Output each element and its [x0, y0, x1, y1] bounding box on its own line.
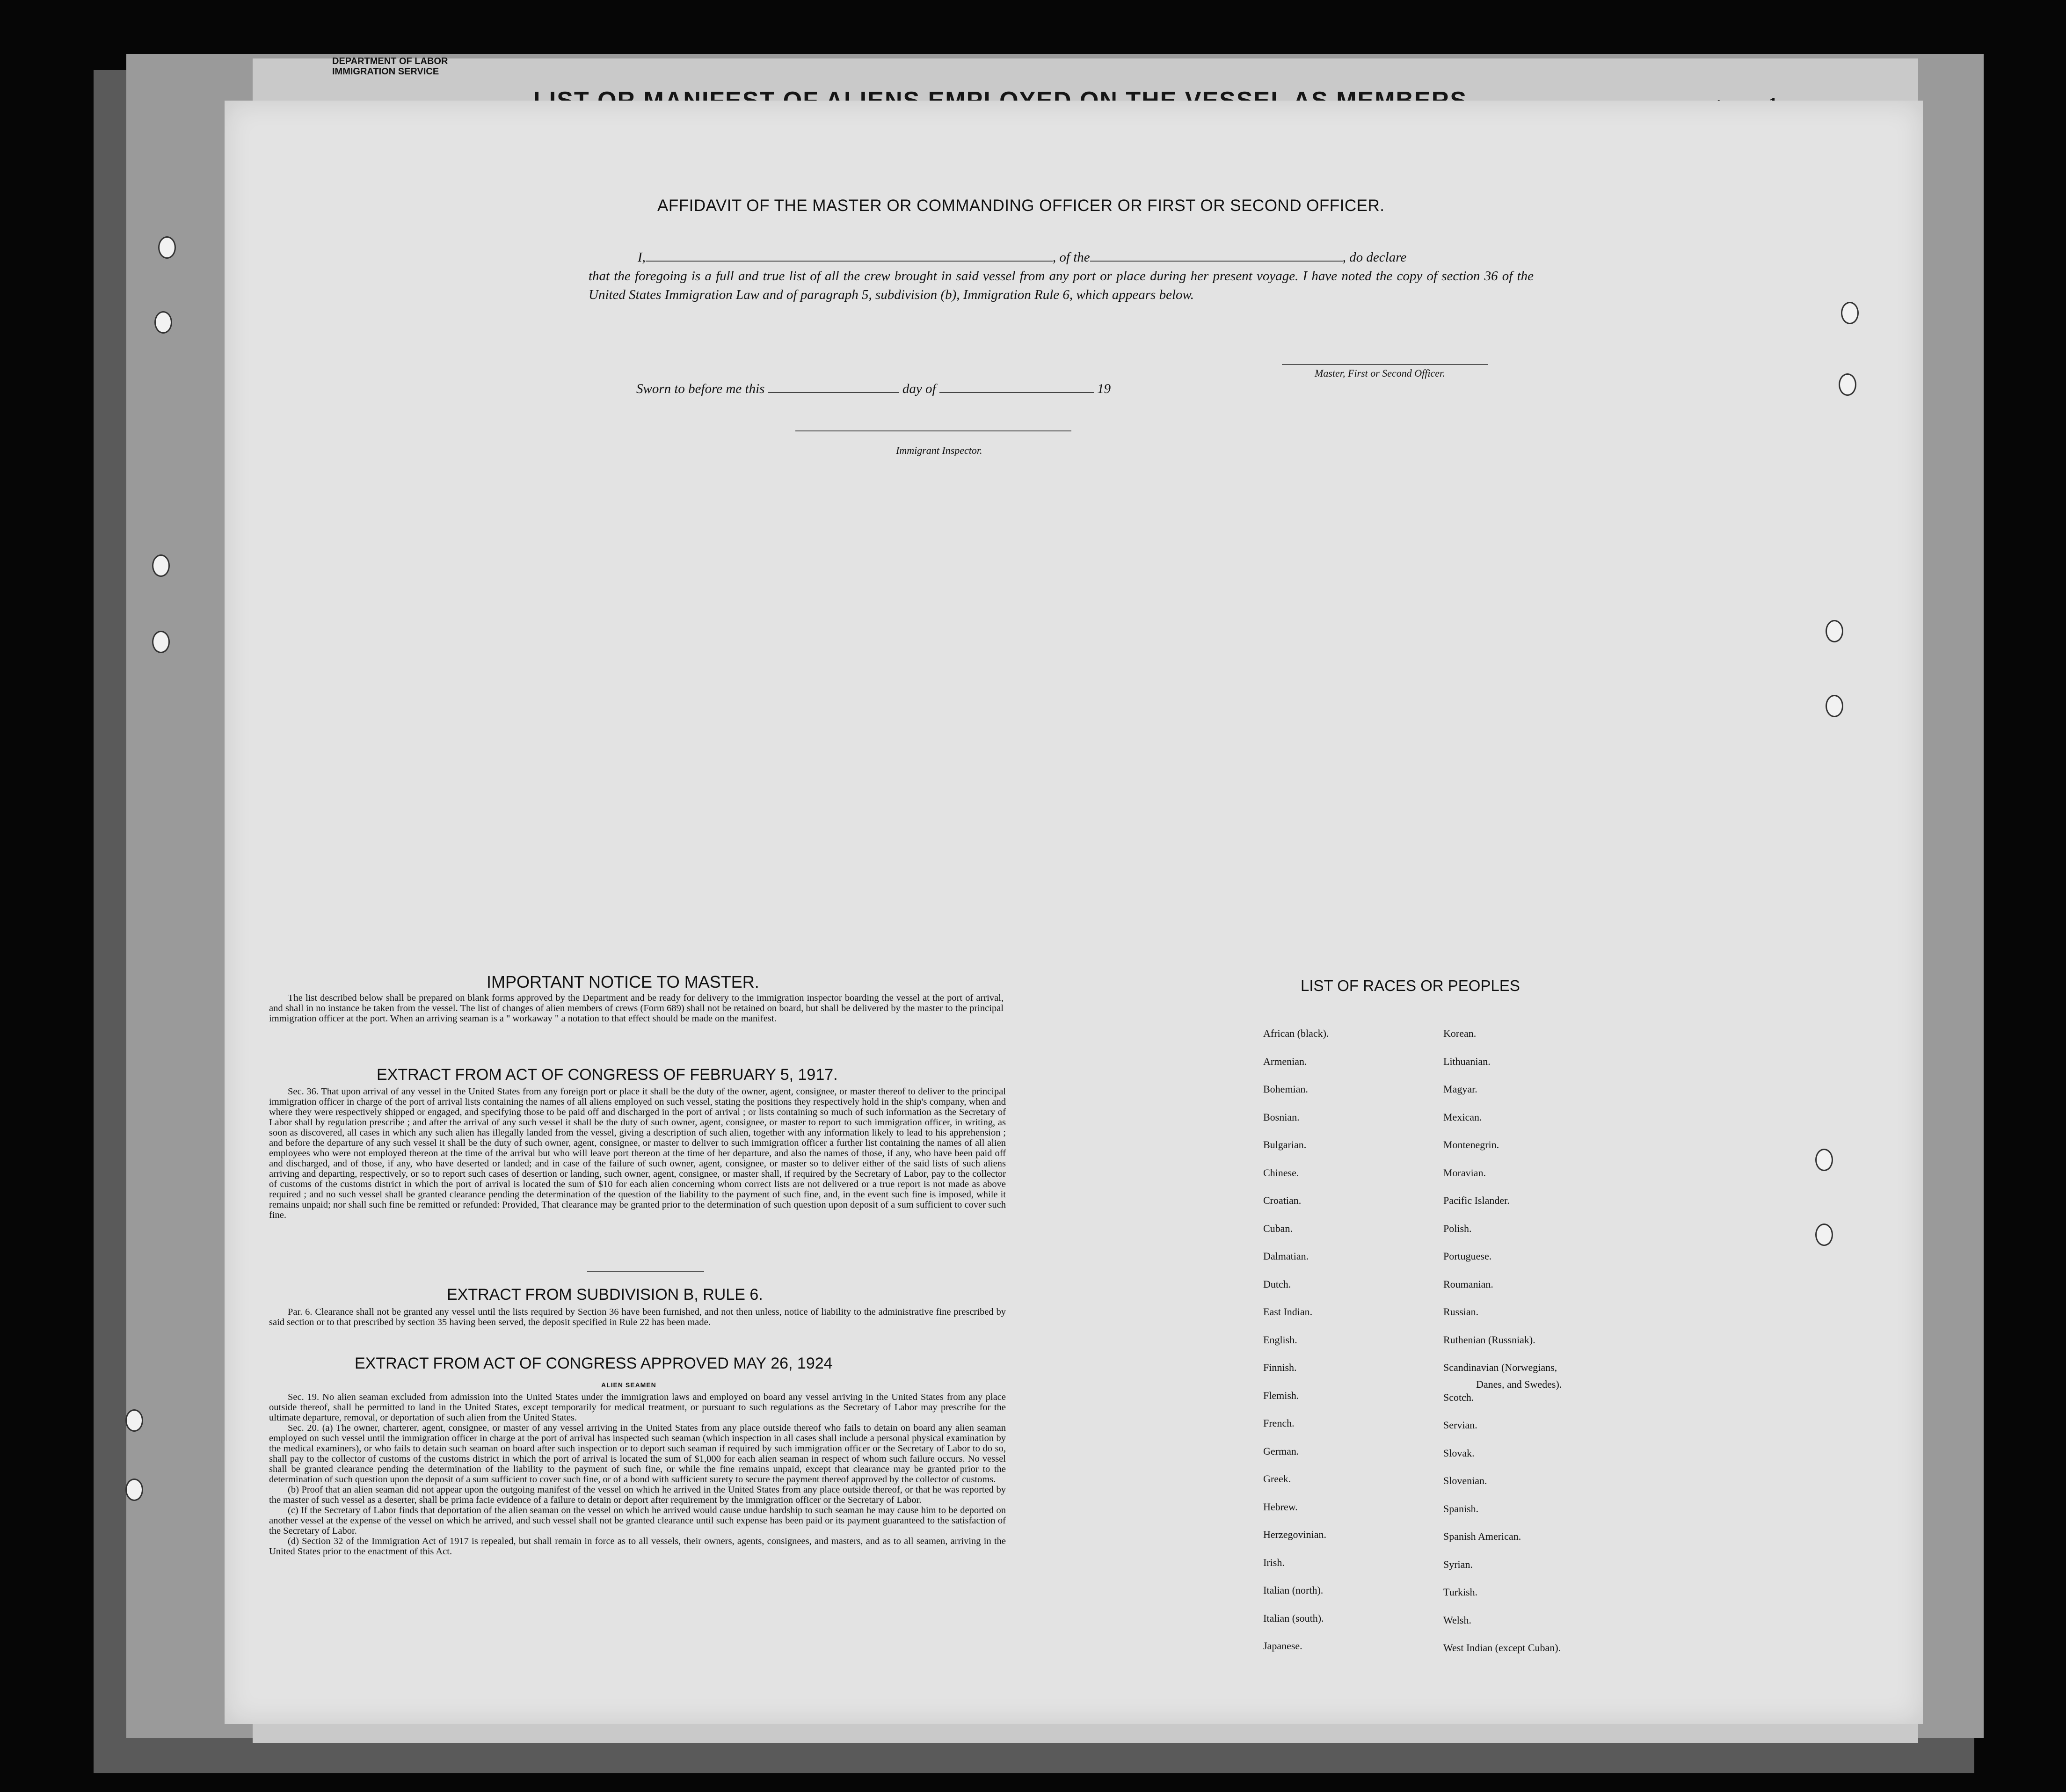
binder-hole-icon [1839, 373, 1856, 396]
notice-body: The list described below shall be prepared on blank forms approved by the Department and be ready for delivery to the immigration inspector boarding the vessel at the port of arrival, and shall in no instance be taken from the vessel. The list of changes of alien members of crews (Form 689) shall not be retained on board, but shall be delivered by the master to the principal immigration officer at the port. When an arriving seaman is a " workaway " a notation to that effect should be made on the manifest. [269, 993, 1004, 1024]
race-item: Scandinavian (Norwegians, [1443, 1362, 1557, 1373]
extract-1917-text [269, 1086, 1006, 1220]
section-20a-text: Sec. 20. (a) The owner, charterer, agent, consignee, or master of any vessel arriving in the United States from any place outside thereof who fails to detain on board any alien seaman employed on such vessel until the immigration officer in charge at the port of arrival has inspected such seaman (which inspection in all cases shall include a personal physical examination by the medical examiners), or who fails to detain such seaman on board after such inspection or to deport such seaman if required by such immigration officer or the Secretary of Labor to do so, shall pay to the collector of customs of the customs district in which the port of arrival is located the sum of $1,000 for each alien seaman in respect of whom such failure occurs. No vessel shall be granted clearance pending the determination of the liability to the payment of such fine, or while the fine remains unpaid, except that clearance may be granted prior to the determination of such question upon the deposit of a sum sufficient to cover such fine, or of a bond with sufficient surety to secure the payment thereof approved by the collector of customs. [269, 1423, 1006, 1485]
race-item: Magyar. [1443, 1083, 1477, 1095]
extract-1917-title: EXTRACT FROM ACT OF CONGRESS OF FEBRUARY 5, 1917. [377, 1066, 838, 1084]
race-item: Flemish. [1263, 1390, 1299, 1401]
binder-hole-icon [154, 311, 172, 334]
race-item: Polish. [1443, 1223, 1472, 1234]
race-item: Roumanian. [1443, 1278, 1493, 1290]
section-20b-text: (b) Proof that an alien seaman did not appear upon the outgoing manifest of the vessel on which he arrived in the United States from any place outside thereof, or that he was reported by the master of such vessel as a deserter, shall be prima facie evidence of a failure to detain or deport after requirement by the immigration officer or the Secretary of Labor. [269, 1485, 1006, 1505]
race-item: Welsh. [1443, 1614, 1471, 1626]
notice-block [269, 993, 1004, 1024]
binder-hole-icon [1815, 1149, 1833, 1171]
race-item: Spanish American. [1443, 1530, 1521, 1542]
vessel-name-field[interactable] [1090, 261, 1343, 262]
sworn-month-field[interactable] [939, 392, 1094, 393]
year-prefix: 19 [1097, 381, 1111, 396]
extract-1924-block [269, 1392, 1006, 1557]
race-item: Herzegovinian. [1263, 1529, 1326, 1540]
extract-1924-title: EXTRACT FROM ACT OF CONGRESS APPROVED MAY 26, 1924 [355, 1355, 833, 1372]
inspector-signature-line[interactable] [795, 430, 1071, 431]
binder-hole-icon [1826, 695, 1843, 717]
race-item: Syrian. [1443, 1559, 1473, 1570]
race-item: Mexican. [1443, 1111, 1482, 1123]
extract-1924-para [269, 1505, 1006, 1536]
service-name: IMMIGRATION SERVICE [332, 66, 439, 77]
race-item: Bulgarian. [1263, 1139, 1307, 1151]
race-item: Dalmatian. [1263, 1250, 1309, 1262]
race-item: Spanish. [1443, 1503, 1479, 1515]
extract-1924-para [269, 1485, 1006, 1505]
race-item: Servian. [1443, 1419, 1477, 1431]
race-item: Slovenian. [1443, 1475, 1487, 1486]
race-item: Danes, and Swedes). [1476, 1378, 1562, 1390]
binder-hole-icon [152, 554, 170, 577]
extract-rule6-title: EXTRACT FROM SUBDIVISION B, RULE 6. [447, 1286, 763, 1304]
declarant-prefix: I, [638, 250, 646, 265]
race-item: West Indian (except Cuban). [1443, 1642, 1561, 1654]
extract-1917-block [269, 1086, 1006, 1220]
department-stamp [332, 56, 448, 77]
department-name: DEPARTMENT OF LABOR [332, 56, 448, 66]
notice-title: IMPORTANT NOTICE TO MASTER. [487, 972, 759, 991]
declaration-text: that the foregoing is a full and true list of all the crew brought in said vessel from any port or place during her present voyage. I have noted the copy of section 36 of the United States Immigration Law and of paragraph 5, subdivision (b), Immigration Rule 6, which appears below. [589, 269, 1534, 302]
extract-1924-para [269, 1392, 1006, 1423]
race-item: African (black). [1263, 1027, 1329, 1039]
do-declare-label: , do declare [1342, 250, 1407, 265]
race-item: Finnish. [1263, 1362, 1297, 1373]
day-of-label: day of [902, 381, 936, 396]
master-signature-label: Master, First or Second Officer. [1315, 367, 1445, 379]
binder-hole-icon [1841, 302, 1859, 324]
binder-hole-icon [152, 631, 170, 653]
notice-text [269, 993, 1004, 1024]
sworn-label: Sworn to before me this [636, 381, 765, 396]
of-the-label: , of the [1052, 250, 1090, 265]
race-item: Russian. [1443, 1306, 1479, 1318]
race-item: Armenian. [1263, 1056, 1307, 1067]
divider [587, 1271, 704, 1272]
race-item: Korean. [1443, 1027, 1477, 1039]
signature-line[interactable] [1282, 364, 1488, 365]
binder-hole-icon [1815, 1224, 1833, 1246]
race-item: Bohemian. [1263, 1083, 1308, 1095]
race-item: Montenegrin. [1443, 1139, 1499, 1151]
affidavit-title: AFFIDAVIT OF THE MASTER OR COMMANDING OFFICER OR FIRST OR SECOND OFFICER. [657, 197, 1385, 215]
race-item: Ruthenian (Russniak). [1443, 1334, 1535, 1346]
race-item: Chinese. [1263, 1167, 1299, 1179]
extract-1917-body: Sec. 36. That upon arrival of any vessel in the United States from any foreign port or place it shall be the duty of the owner, agent, consignee, or master thereof to deliver to the principal immigration officer in charge of the port of arrival lists containing the names of all aliens employed on such vessel, stating the positions they respectively hold in the ship's company, when and where they were respectively shipped or engaged, and specifying those to be paid off and discharged in the port of arrival ; or lists containing so much of such information as the Secretary of Labor shall by regulation prescribe ; and after the arrival of any such vessel it shall be the duty of such owner, agent, consignee, or master to report to such immigration officer, in writing, as soon as discovered, all cases in which any such alien has illegally landed from the vessel, giving a description of such alien, together with any information likely to lead to his apprehension ; and before the departure of any such vessel it shall be the duty of such owner, agent, consignee, or master to deliver to such immigration officer a further list containing the names of all alien employees who were not employed thereon at the time of the arrival but who will leave port thereon at the time of her departure, and also the names of those, if any, who have been paid off and discharged, and of those, if any, who have deserted or landed; and in case of the failure of such owner, agent, consignee, or master so to deliver either of the said lists of such aliens arriving and departing, respectively, or so to report such cases of desertion or landing, such owner, agent, consignee, or master shall, if required by the Secretary of Labor, pay to the collector of customs of the customs district in which the port of arrival is located the sum of $10 for each alien concerning whom correct lists are not delivered or a true report is not made as above required ; and no such vessel shall be granted clearance pending the determination of the question of the liability to the payment of such fine, and, in the event such fine is imposed, while it remains unpaid; nor shall such fine be remitted or refunded: Provided, That clearance may be granted prior to the determination of such question upon deposit of a sum sufficient to cover such fine. [269, 1086, 1006, 1220]
race-item: Dutch. [1263, 1278, 1291, 1290]
race-item: Portuguese. [1443, 1250, 1492, 1262]
race-item: Irish. [1263, 1557, 1285, 1568]
extract-1924-subtitle: ALIEN SEAMEN [601, 1381, 656, 1389]
binder-hole-icon [125, 1479, 143, 1501]
race-item: Japanese. [1263, 1640, 1302, 1652]
races-title: LIST OF RACES OR PEOPLES [1301, 977, 1520, 994]
race-item: German. [1263, 1445, 1299, 1457]
race-item: Bosnian. [1263, 1111, 1300, 1123]
race-item: Croatian. [1263, 1195, 1302, 1206]
race-item: Greek. [1263, 1473, 1291, 1485]
race-item: Pacific Islander. [1443, 1195, 1510, 1206]
race-item: English. [1263, 1334, 1297, 1346]
race-item: Italian (north). [1263, 1584, 1324, 1596]
race-item: Italian (south). [1263, 1612, 1324, 1624]
inspector-label: Immigrant Inspector. [896, 444, 982, 456]
extract-rule6-body: Par. 6. Clearance shall not be granted any vessel until the lists required by Section 36 have been furnished, and not then unless, notice of liability to the administrative fine prescribed by said section or to that prescribed by section 35 having been served, the deposit specified in Rule 22 has been made. [269, 1307, 1006, 1327]
section-20c-text: (c) If the Secretary of Labor finds that deportation of the alien seaman on the vessel on which he arrived would cause undue hardship to such seaman he may cause him to be deported on another vessel at the expense of the vessel on which he arrived, and such vessel shall not be granted clearance until such expense has been paid or its payment guaranteed to the satisfaction of the Secretary of Labor. [269, 1505, 1006, 1536]
declaration-block [589, 248, 1534, 304]
declarant-name-field[interactable] [646, 261, 1053, 262]
extract-1924-para [269, 1423, 1006, 1485]
extract-rule6-text [269, 1307, 1006, 1327]
race-item: Slovak. [1443, 1447, 1475, 1459]
binder-hole-icon [1826, 620, 1843, 642]
race-item: Moravian. [1443, 1167, 1486, 1179]
race-item: Lithuanian. [1443, 1056, 1491, 1067]
extract-1924-para [269, 1536, 1006, 1557]
race-item: Scotch. [1443, 1391, 1474, 1403]
section-20d-text: (d) Section 32 of the Immigration Act of 1917 is repealed, but shall remain in force as to all vessels, their owners, agents, consignees, and masters, and as to all seamen, arriving in the United States prior to the enactment of this Act. [269, 1536, 1006, 1557]
race-item: Hebrew. [1263, 1501, 1298, 1513]
sworn-day-field[interactable] [768, 392, 899, 393]
section-19-text: Sec. 19. No alien seaman excluded from admission into the United States under the immigration laws and employed on board any vessel arriving in the United States from any place outside thereof, shall be permitted to land in the United States, except temporarily for medical treatment, or pursuant to such regulations as the Secretary of Labor may prescribe for the ultimate departure, removal, or deportation of such alien from the United States. [269, 1392, 1006, 1423]
race-item: Turkish. [1443, 1586, 1478, 1598]
race-item: Cuban. [1263, 1223, 1293, 1234]
race-item: French. [1263, 1417, 1295, 1429]
race-item: East Indian. [1263, 1306, 1313, 1318]
binder-hole-icon [158, 236, 176, 259]
binder-hole-icon [125, 1409, 143, 1432]
sworn-line [636, 381, 1111, 397]
extract-rule6-block [269, 1307, 1006, 1327]
